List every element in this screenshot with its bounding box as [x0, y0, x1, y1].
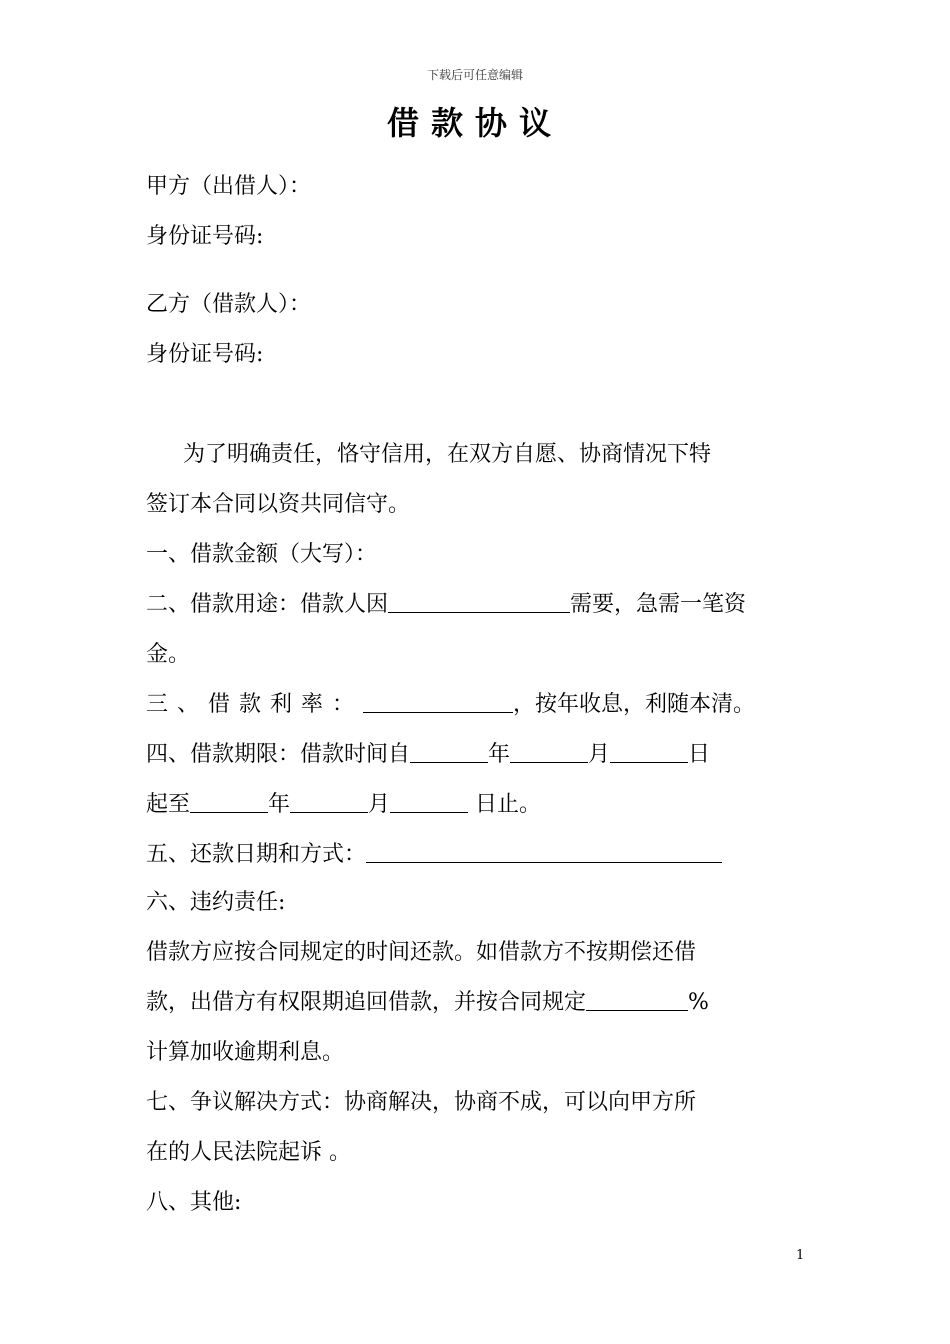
clause-2-text-b: 需要，急需一笔资	[570, 592, 747, 617]
clause-6-line-2	[146, 988, 709, 1018]
clause-5-text: 五、还款日期和方式：	[146, 842, 367, 867]
clause-4-month: 月	[588, 742, 611, 767]
clause-4-month-2: 月	[368, 792, 391, 817]
clause-4-year: 年	[488, 742, 511, 767]
interest-rate-blank	[363, 690, 513, 713]
party-a-id-label: 身份证号码:	[146, 224, 264, 249]
clause-2-text-c: 金。	[146, 642, 191, 667]
clause-3-interest-rate	[146, 690, 755, 720]
clause-6-text-a: 款，出借方有权限期追回借款，并按合同规定	[146, 990, 587, 1015]
page-number: 1	[796, 1248, 805, 1263]
intro-line-1: 为了明确责任，恪守信用，在双方自愿、协商情况下特	[183, 442, 712, 467]
penalty-rate-blank	[586, 988, 688, 1011]
header-note: 下载后可任意编辑	[426, 68, 523, 82]
party-b-label: 乙方（借款人）：	[146, 292, 312, 317]
clause-4-day: 日	[688, 742, 711, 767]
clause-7-line-2: 在的人民法院起诉 。	[146, 1140, 351, 1165]
purpose-blank	[388, 590, 570, 613]
end-month-blank	[290, 790, 368, 813]
start-year-blank	[410, 740, 488, 763]
clause-6-liability: 六、违约责任:	[146, 890, 286, 915]
clause-8-other: 八、其他:	[146, 1190, 242, 1215]
repayment-blank	[366, 840, 722, 863]
clause-4-loan-term	[146, 740, 710, 770]
party-a-label: 甲方（出借人）：	[146, 174, 312, 199]
end-day-blank	[390, 790, 468, 813]
party-b-id-label: 身份证号码:	[146, 342, 264, 367]
percent-sign: %	[688, 990, 709, 1015]
clause-6-line-1: 借款方应按合同规定的时间还款。如借款方不按期偿还借	[146, 940, 697, 965]
clause-4-year-2: 年	[268, 792, 291, 817]
end-year-blank	[190, 790, 268, 813]
clause-4-text-a: 四、借款期限：借款时间自	[146, 742, 411, 767]
start-day-blank	[610, 740, 688, 763]
clause-6-line-3: 计算加收逾期利息。	[146, 1040, 345, 1065]
intro-line-2: 签订本合同以资共同信守。	[146, 492, 411, 517]
clause-7-line-1: 七、争议解决方式：协商解决，协商不成，可以向甲方所	[146, 1090, 697, 1115]
clause-5-repayment	[146, 840, 722, 870]
clause-1-loan-amount: 一、借款金额（大写）：	[146, 542, 378, 567]
clause-3-text-b: ，按年收息，利随本清。	[513, 692, 756, 717]
clause-4-text-b: 起至	[146, 792, 191, 817]
clause-2-text-a: 二、借款用途：借款人因	[146, 592, 389, 617]
clause-3-text-a: 三、借款利率：	[146, 692, 364, 717]
document-title: 借款协议	[386, 104, 563, 142]
start-month-blank	[510, 740, 588, 763]
clause-4-end: 日止。	[468, 792, 542, 817]
clause-4-end-date	[146, 790, 541, 820]
clause-2-loan-purpose	[146, 590, 746, 620]
